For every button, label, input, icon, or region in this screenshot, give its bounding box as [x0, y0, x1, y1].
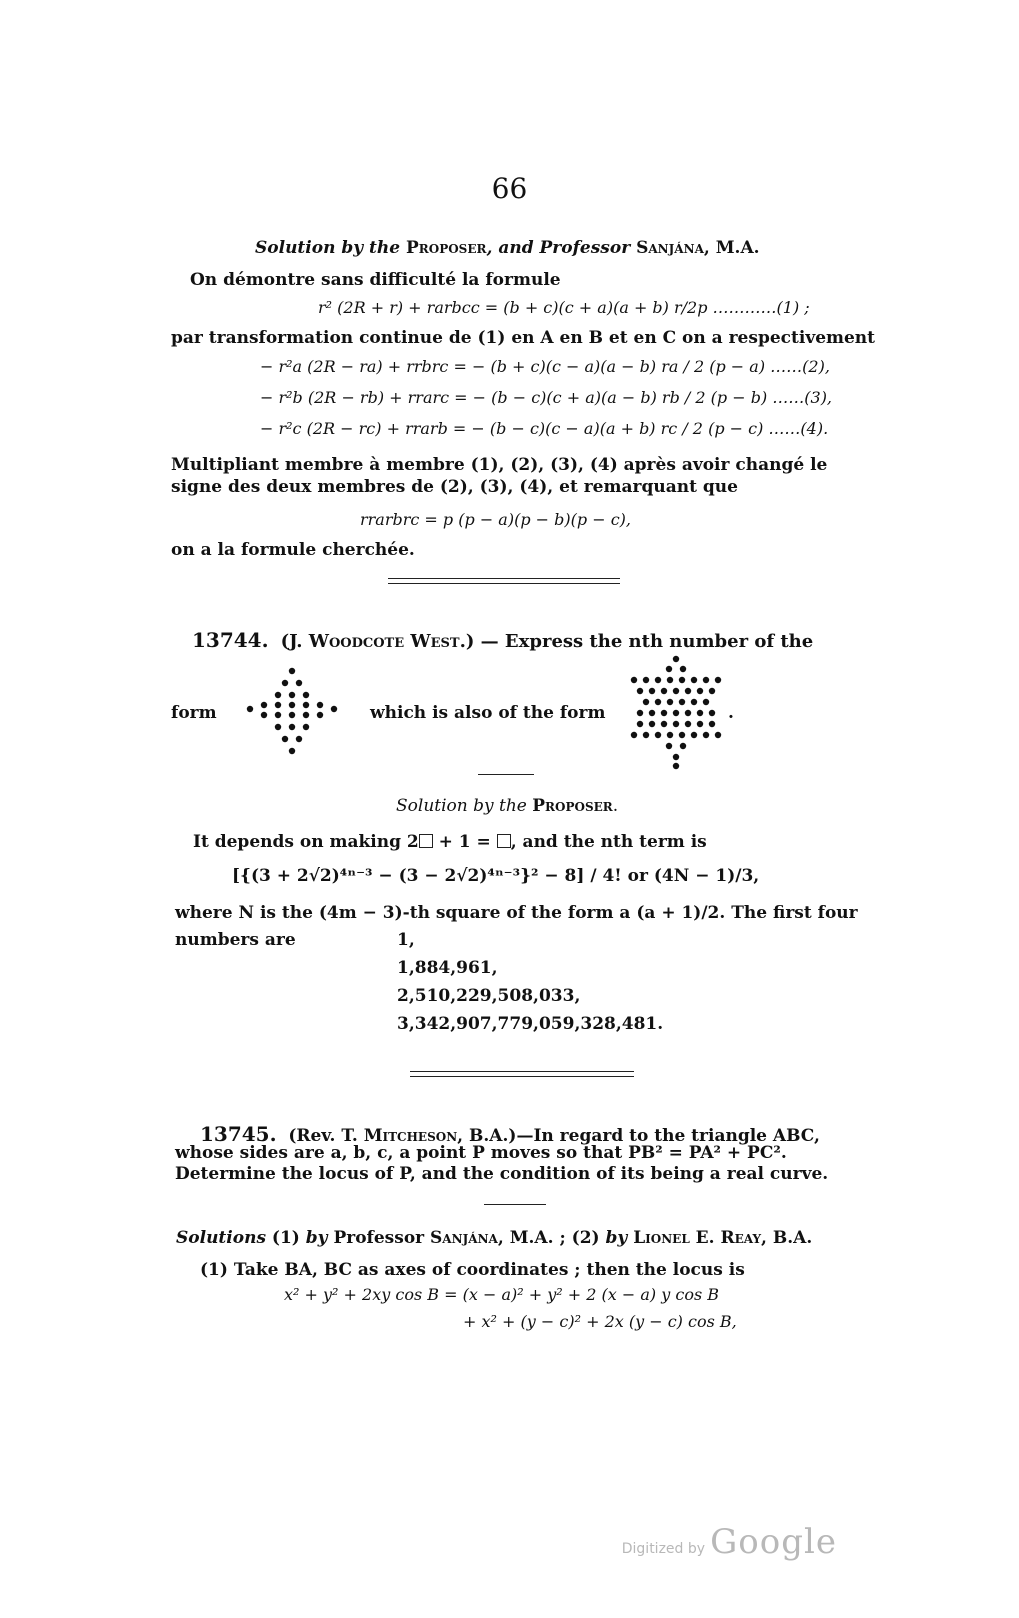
author-close: , B.A.) — [457, 1126, 517, 1146]
heading-part: by — [605, 1228, 628, 1248]
depends-part: It depends on making 2 — [193, 832, 419, 852]
number-2: 1,884,961, — [397, 958, 498, 978]
question-line-3: Determine the locus of P, and the condition of its being a real curve. — [175, 1164, 829, 1184]
author-name: Mitcheson — [363, 1126, 458, 1146]
form-label: form — [171, 703, 217, 723]
page-number: 66 — [491, 172, 528, 205]
intro-line: On démontre sans difficulté la formule — [190, 270, 561, 290]
depends-part: , and the nth term is — [510, 832, 707, 852]
question-line-2: whose sides are a, b, c, a point P moves so that PB² = PA² + PC². — [175, 1143, 787, 1163]
heading-part: Sanjána — [636, 238, 704, 258]
heading-part: , and Professor — [486, 238, 637, 258]
heading-part: Proposer — [406, 238, 487, 258]
heading-part: , M.A. ; (2) — [497, 1228, 606, 1248]
dot-figure-small — [244, 665, 340, 757]
google-watermark — [622, 1522, 837, 1562]
heading-part: Solution by the — [396, 796, 533, 816]
heading-part: by — [305, 1228, 328, 1248]
heading-part: Sanjána — [430, 1228, 498, 1248]
google-logo: Google — [710, 1522, 837, 1562]
heading-part: (1) — [266, 1228, 306, 1248]
square-symbol — [497, 834, 511, 848]
multiply-line-2: signe des deux membres de (2), (3), (4), et remarquant que — [171, 477, 738, 497]
equation-locus-a: x² + y² + 2xy cos B = (x − a)² + y² + 2 (x − a) y cos B — [284, 1285, 719, 1304]
square-symbol — [419, 834, 433, 848]
transform-line: par transformation continue de (1) en A en B et en C on a respectivement — [171, 328, 876, 348]
heading-part: Professor — [327, 1228, 431, 1248]
author-name: Woodcote West — [308, 631, 460, 652]
solutions-heading — [176, 1228, 812, 1248]
heading-part: Solution by the — [255, 238, 406, 258]
heading-part: Proposer — [532, 796, 613, 816]
equation-1: r² (2R + r) + rarbcc = (b + c)(c + a)(a + b) r/2p …………(1) ; — [318, 298, 810, 317]
number-4: 3,342,907,779,059,328,481. — [397, 1014, 664, 1034]
step-1: (1) Take BA, BC as axes of coordinates ; then the locus is — [200, 1260, 745, 1280]
watermark-text: Digitized by — [621, 1541, 706, 1557]
number-1: 1, — [397, 930, 415, 950]
short-rule — [478, 774, 534, 775]
heading-part: , M.A. — [703, 238, 760, 258]
dot-figure-large — [630, 653, 722, 771]
numbers-label: numbers are — [175, 930, 296, 950]
multiply-line-1: Multipliant membre à membre (1), (2), (3), (4) après avoir changé le — [171, 455, 828, 475]
depends-part: + 1 = — [432, 832, 497, 852]
double-rule — [388, 578, 620, 584]
equation-locus-b: + x² + (y − c)² + 2x (y − c) cos B, — [463, 1312, 737, 1331]
solution-heading-2 — [396, 796, 618, 816]
question-number: 13744. — [192, 628, 269, 652]
equation-4: − r²c (2R − rc) + rrarb = − (b − c)(c − a)(a + b) rc / 2 (p − c) ……(4). — [260, 419, 829, 438]
short-rule — [484, 1204, 546, 1205]
heading-part: . — [612, 796, 619, 816]
formula-line: [{(3 + 2√2)⁴ⁿ⁻³ − (3 − 2√2)⁴ⁿ⁻³}² − 8] / 4! or (4N − 1)/3, — [232, 866, 760, 886]
solution-heading — [255, 238, 760, 258]
double-rule — [410, 1071, 634, 1077]
author-close: .) — [459, 631, 475, 652]
question-text: —In regard to the triangle ABC, — [516, 1126, 820, 1146]
number-3: 2,510,229,508,033, — [397, 986, 581, 1006]
depends-line — [193, 832, 707, 852]
middle-text: which is also of the form — [370, 703, 606, 723]
question-text: — Express the nth number of the — [480, 631, 814, 652]
author-open: (Rev. T. — [288, 1126, 364, 1146]
question-number: 13745. — [200, 1122, 277, 1146]
equation-3: − r²b (2R − rb) + rrarc = − (b − c)(c + a)(a − b) rb / 2 (p − b) ……(3), — [260, 388, 833, 407]
author-open: (J. — [280, 631, 309, 652]
heading-part: , B.A. — [761, 1228, 813, 1248]
equation-5: rrarbrc = p (p − a)(p − b)(p − c), — [360, 510, 631, 529]
question-13744 — [192, 628, 813, 652]
equation-2: − r²a (2R − ra) + rrbrc = − (b + c)(c − a)(a − b) ra / 2 (p − a) ……(2), — [260, 357, 830, 376]
conclusion-line: on a la formule cherchée. — [171, 540, 415, 560]
heading-part: Lionel E. Reay — [633, 1228, 762, 1248]
where-line: where N is the (4m − 3)-th square of the form a (a + 1)/2. The first four — [175, 903, 858, 923]
end-dot: . — [728, 703, 734, 723]
heading-part: Solutions — [176, 1228, 267, 1248]
